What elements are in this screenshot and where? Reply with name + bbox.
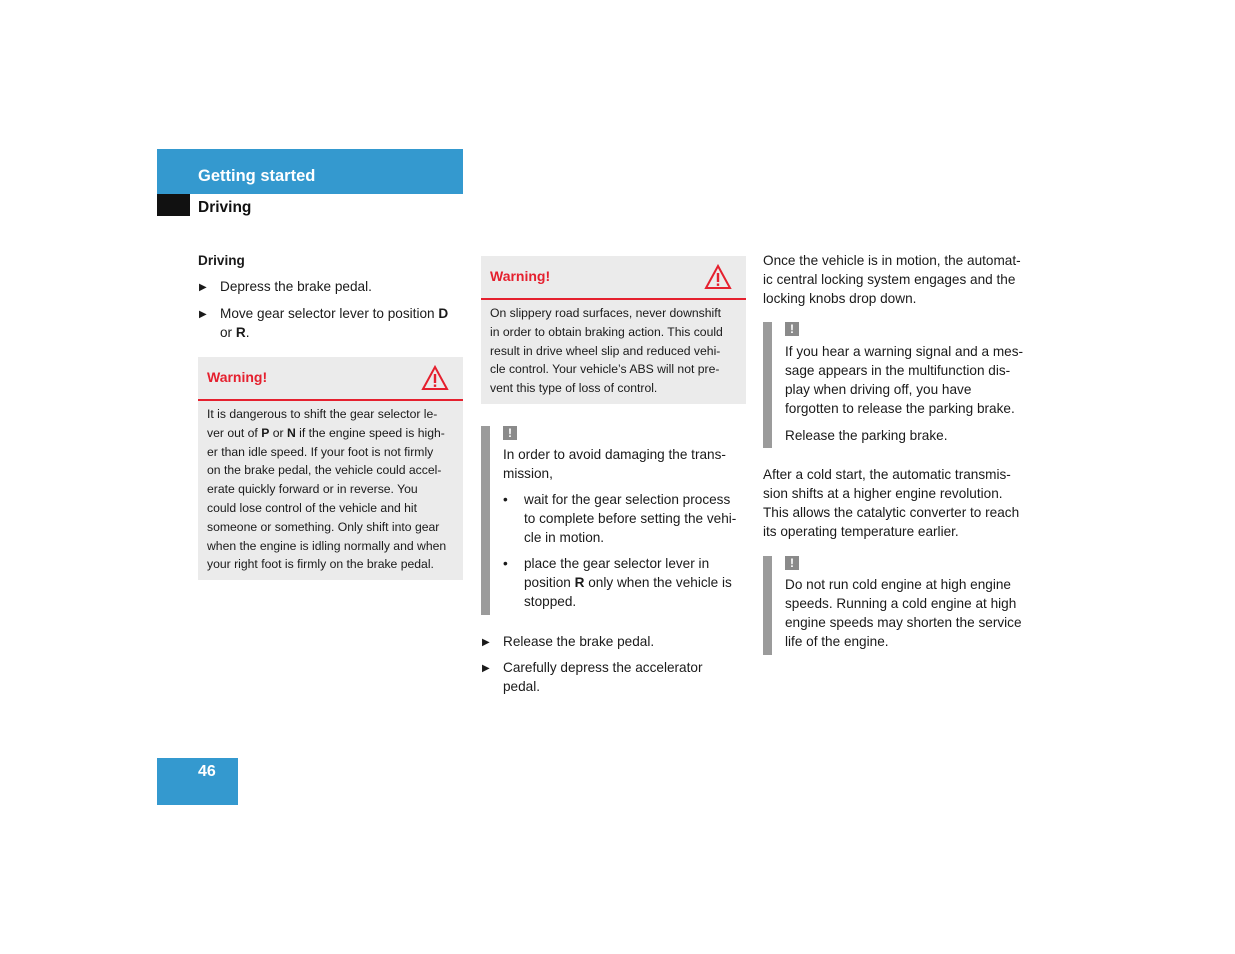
warning-title: Warning! [207, 369, 268, 385]
note-bar [763, 322, 772, 448]
note-bullet-2: place the gear selector lever in position R only when the vehicle is stopped. [524, 556, 732, 609]
warning-text: It is dangerous to shift the gear selector le- ver out of P or N if the engine speed is high- er than idle speed. If your foot is not firmly on the brake pedal, the vehicle could accel- erate quickly forward or in reverse. You could lose control of the vehicle and hit someone or something. Only shift into gear when the engine is idling normally and when your right foot is firmly on the brake pedal. [207, 407, 447, 572]
arrow-right-icon: ▶ [482, 637, 490, 648]
bullet-icon: • [503, 492, 508, 507]
arrow-right-icon: ▶ [199, 309, 207, 320]
col1-step-2: Move gear selector lever to position D or R. [220, 306, 449, 340]
col1-heading: Driving [198, 253, 245, 268]
section-title: Getting started [198, 167, 316, 185]
warning-triangle-icon [421, 365, 449, 391]
note-parking-brake: If you hear a warning signal and a mes- sage appears in the multifunction dis- play when driving off, you have forgotten to release the parking brake. Release the parking brake. [785, 344, 1024, 443]
warning-title: Warning! [490, 268, 551, 284]
warning-header [198, 357, 463, 401]
arrow-right-icon: ▶ [199, 282, 207, 293]
page-number: 46 [198, 763, 216, 780]
exclamation-icon: ! [503, 426, 517, 440]
bullet-icon: • [503, 556, 508, 571]
note-transmission-intro: In order to avoid damaging the trans- mission, [503, 447, 726, 481]
note-bullet-1: wait for the gear selection process to complete before setting the vehi- cle in motion. [524, 492, 737, 545]
warning-box-gear-shift [198, 357, 463, 580]
subsection-title: Driving [198, 199, 252, 216]
exclamation-icon: ! [785, 556, 799, 570]
arrow-right-icon: ▶ [482, 663, 490, 674]
col2-step-1: Release the brake pedal. [503, 634, 655, 649]
col3-paragraph-2: After a cold start, the automatic transmis- sion shifts at a higher engine revolution. This allows the catalytic converter to reach its operating temperature earlier. [763, 467, 1020, 539]
warning-text: On slippery road surfaces, never downshift in order to obtain braking action. This could result in drive wheel slip and reduced vehi- cle control. Your vehicle’s ABS will not pre- vent this type of loss of control. [490, 306, 723, 396]
col3-paragraph-1: Once the vehicle is in motion, the automat- ic central locking system engages and the locking knobs drop down. [763, 253, 1021, 306]
warning-box-downshift [481, 256, 746, 404]
col1-step-1: Depress the brake pedal. [220, 279, 372, 294]
note-cold-engine: Do not run cold engine at high engine speeds. Running a cold engine at high engine speeds may shorten the service life of the engine. [785, 577, 1022, 649]
warning-header [481, 256, 746, 300]
warning-triangle-icon [704, 264, 732, 290]
col2-step-2: Carefully depress the accelerator pedal. [503, 660, 703, 694]
note-bar [481, 426, 490, 615]
exclamation-icon: ! [785, 322, 799, 336]
note-bar [763, 556, 772, 655]
header-marker [157, 194, 190, 216]
